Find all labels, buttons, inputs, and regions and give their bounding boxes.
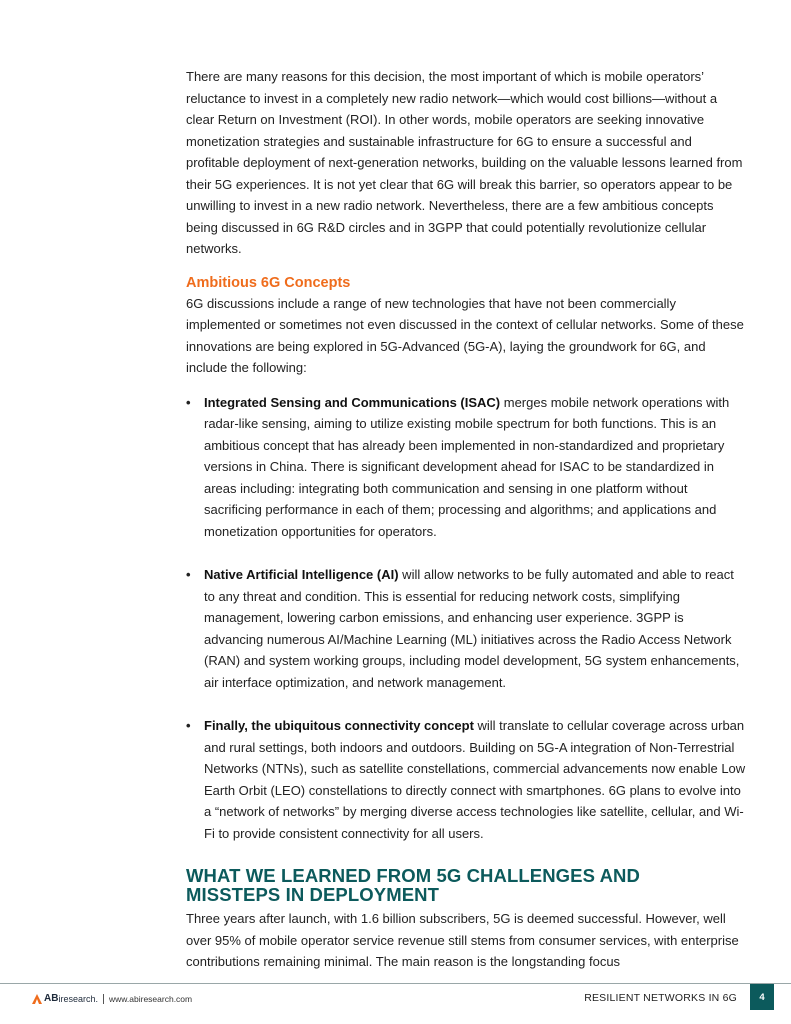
lessons-learned-paragraph: Three years after launch, with 1.6 billion subscribers, 5G is deemed successful. However, well over 95% of mobile operator service revenue still stems from consumer services, with enterprise contributions remaining minimal. The main reason is the longstanding focus xyxy=(186,911,739,969)
footer-divider xyxy=(0,983,791,984)
bullet-title: Finally, the ubiquitous connectivity concept xyxy=(204,718,474,733)
logo-ab-text: AB xyxy=(44,993,59,1004)
concepts-list xyxy=(186,392,746,845)
bullet-icon: • xyxy=(186,718,191,733)
website-link[interactable]: www.abiresearch.com xyxy=(108,993,193,1004)
lessons-heading-line2: MISSTEPS IN DEPLOYMENT xyxy=(186,884,440,905)
list-item xyxy=(186,715,746,844)
logo-research-text: iresearch. xyxy=(58,993,98,1004)
bullet-text: merges mobile network operations with radar-like sensing, aiming to utilize existing mobile spectrum for both functions. This is an ambitious concept that has already been implemented in non-standardized and proprietary versions in China. There is significant development ahead for ISAC to be standardized in areas including: integrating both communication and sensing in one platform without sacrificing performance in each of them; processing and algorithms; and applications and monetization opportunities for operators. xyxy=(204,394,730,539)
footer-separator xyxy=(103,994,104,1004)
bullet-icon: • xyxy=(186,567,191,582)
ambitious-concepts-heading: Ambitious 6G Concepts xyxy=(186,274,351,291)
page-content xyxy=(186,66,746,973)
abi-logo-icon xyxy=(32,994,42,1004)
bullet-text: will allow networks to be fully automated and able to react to any threat and condition. This is essential for reducing network costs, simplifying management, lowering carbon emissions, and enhancing user experience. 3GPP is advancing numerous AI/Machine Learning (ML) initiatives across the Radio Access Network (RAN) and system working groups, including model development, 5G system enhancements, air interface optimization, and network management. xyxy=(204,567,740,690)
ambitious-concepts-paragraph: 6G discussions include a range of new technologies that have not been commercially implemented or sometimes not even discussed in the context of cellular networks. Some of these innovations are being explored in 5G-Advanced (5G-A), laying the groundwork for 6G, and include the following: xyxy=(186,295,744,375)
intro-paragraph: There are many reasons for this decision, the most important of which is mobile operators’ reluctance to invest in a completely new radio network—which would cost billions—without a clear Return on Investment (ROI). In other words, mobile operators are seeking innovative monetization strategies and sustainable infrastructure for 6G to ensure a successful and profitable deployment of next-generation networks, building on the valuable lessons learned from their 5G experiences. It is not yet clear that 6G will break this barrier, so operators appear to be unwilling to invest in a new radio network. Nevertheless, there are a few ambitious concepts being discussed in 6G R&D circles and in 3GPP that could potentially revolutionize cellular networks. xyxy=(186,69,743,256)
footer-brand xyxy=(32,993,192,1004)
page-number: 4 xyxy=(750,984,774,1010)
report-title: RESILIENT NETWORKS IN 6G xyxy=(584,992,737,1004)
bullet-title: Native Artificial Intelligence (AI) xyxy=(204,567,399,582)
bullet-text: will translate to cellular coverage across urban and rural settings, both indoors and outdoors. Building on 5G-A integration of Non-Terrestrial Networks (NTNs), such as satellite constellations, commercial advancements now enable Low Earth Orbit (LEO) constellations to directly connect with smartphones. 6G plans to evolve into a “network of networks” by merging diverse access technologies like satellite, cellular, and Wi-Fi to provide consistent connectivity for all users. xyxy=(204,718,746,841)
lessons-learned-heading xyxy=(186,866,746,904)
lessons-heading-line1: WHAT WE LEARNED FROM 5G CHALLENGES AND xyxy=(186,865,640,886)
list-item xyxy=(186,392,746,543)
bullet-icon: • xyxy=(186,394,191,410)
bullet-title: Integrated Sensing and Communications (ISAC) xyxy=(204,394,501,410)
list-item xyxy=(186,564,746,693)
